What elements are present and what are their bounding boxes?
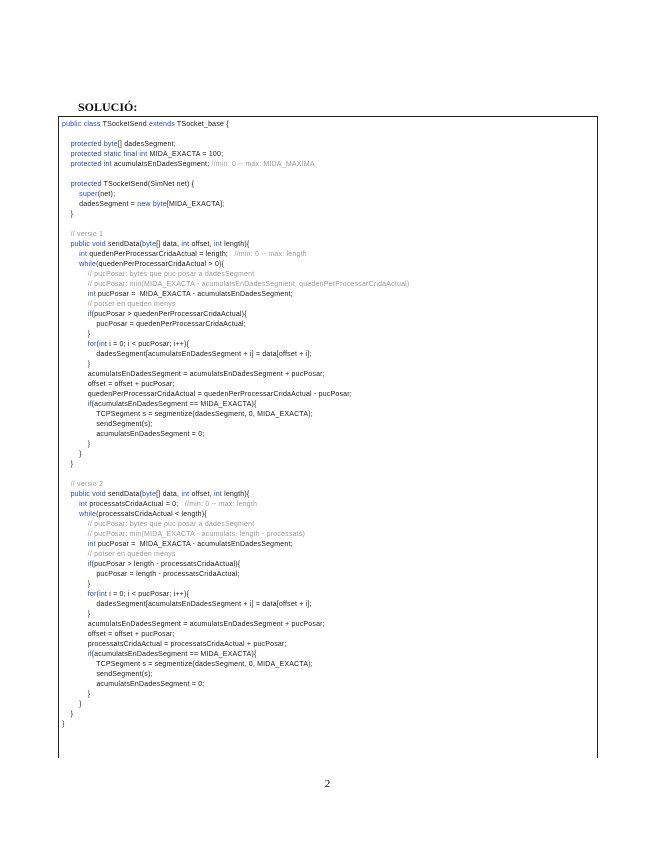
code-text: offset = offset + pucPosar; [62, 631, 175, 638]
code-text [62, 191, 79, 198]
code-text: offset, [191, 491, 214, 498]
code-keyword: super [79, 191, 98, 198]
code-text: i = 0; i < pucPosar; i++){ [109, 591, 190, 598]
code-line [62, 270, 409, 280]
code-text: pucPosar = quedenPerProcessarCridaActual; [62, 321, 246, 328]
code-comment: // versio 2 [70, 481, 104, 488]
code-line [62, 710, 409, 720]
code-keyword: while [79, 511, 97, 518]
code-line [62, 380, 409, 390]
code-listing [62, 120, 409, 730]
code-text: processatsCridaActual = processatsCridaActual + pucPosar; [62, 641, 287, 648]
code-text: } [62, 441, 91, 448]
code-text: } [62, 701, 82, 708]
code-line [62, 330, 409, 340]
code-line [62, 510, 409, 520]
code-text [62, 141, 71, 148]
code-text [62, 551, 88, 558]
code-comment: // versio 1 [70, 231, 104, 238]
code-keyword: int [181, 241, 192, 248]
code-line [62, 290, 409, 300]
code-line [62, 550, 409, 560]
code-text: TSocket_base { [176, 121, 229, 128]
code-line [62, 440, 409, 450]
code-keyword: int [79, 251, 90, 258]
code-text: acumulatsEnDadesSegment = 0; [62, 431, 205, 438]
code-text: ( [96, 341, 100, 348]
code-text: offset = offset + pucPosar; [62, 381, 175, 388]
code-text: processatsCridaActual = 0; [89, 501, 185, 508]
code-keyword: protected byte [70, 141, 118, 148]
code-text [62, 561, 88, 568]
code-line [62, 640, 409, 650]
code-line [62, 360, 409, 370]
code-line [62, 320, 409, 330]
code-line [62, 620, 409, 630]
code-text: pucPosar = MIDA_EXACTA - acumulatsEnDadesSegment; [97, 291, 293, 298]
code-comment: //min: 0 -- max: length [234, 251, 307, 258]
code-comment: // potser en queden menys [87, 551, 176, 558]
code-text: (net); [97, 191, 116, 198]
code-line [62, 370, 409, 380]
code-text: } [62, 721, 65, 728]
code-keyword: protected static final int [70, 151, 150, 158]
code-text: (quedenPerProcessarCridaActual > 0){ [96, 261, 225, 268]
code-line [62, 590, 409, 600]
code-line [62, 540, 409, 550]
solution-heading: SOLUCIÓ: [78, 100, 138, 114]
code-line [62, 220, 409, 230]
code-line [62, 700, 409, 710]
code-line [62, 610, 409, 620]
code-text: acumulatsEnDadesSegment = acumulatsEnDadesSegment + pucPosar; [62, 371, 325, 378]
code-text [62, 161, 71, 168]
code-text: [] dadesSegment; [117, 141, 176, 148]
code-keyword: public void [70, 241, 109, 248]
code-text: TSocketSend(SimNet net) { [103, 181, 195, 188]
code-line [62, 560, 409, 570]
code-keyword: int [79, 501, 90, 508]
page-number: 2 [324, 778, 331, 790]
code-line [62, 480, 409, 490]
code-line [62, 410, 409, 420]
code-line [62, 140, 409, 150]
code-line [62, 650, 409, 660]
code-keyword: int [99, 591, 110, 598]
code-keyword: int [99, 341, 110, 348]
code-comment: // pucPosar: bytes que puc posar a dadesSegment [87, 521, 255, 528]
code-text: (pucPosar > length - processatsCridaActual){ [91, 561, 241, 568]
code-text: sendSegment(s); [62, 671, 153, 678]
code-text: [] data, [156, 491, 182, 498]
code-line [62, 500, 409, 510]
code-line [62, 420, 409, 430]
code-text [62, 341, 88, 348]
code-line [62, 180, 409, 190]
code-text: } [62, 581, 91, 588]
code-keyword: if [87, 401, 92, 408]
code-text [62, 291, 88, 298]
code-keyword: new byte [137, 201, 167, 208]
code-text: (processatsCridaActual < length){ [96, 511, 207, 518]
code-keyword: public class [62, 121, 103, 128]
code-line [62, 670, 409, 680]
code-text: (acumulatsEnDadesSegment == MIDA_EXACTA){ [91, 401, 257, 408]
code-line [62, 630, 409, 640]
code-keyword: int [87, 541, 98, 548]
code-comment: // pucPosar: bytes que puc posar a dadesSegment [87, 271, 255, 278]
code-text [62, 301, 88, 308]
code-comment: //min: 0 -- max: length [184, 501, 258, 508]
code-keyword: int [213, 491, 225, 498]
code-text [62, 151, 71, 158]
code-text: dadesSegment[acumulatsEnDadesSegment + i] = data[offset + i]; [62, 601, 312, 608]
code-text: quedenPerProcessarCridaActual = quedenPerProcessarCridaActual - pucPosar; [62, 391, 352, 398]
code-keyword: int [213, 241, 225, 248]
code-line [62, 450, 409, 460]
code-text: sendSegment(s); [62, 421, 153, 428]
code-line [62, 340, 409, 350]
code-text [62, 521, 88, 528]
code-text: MIDA_EXACTA = 100; [149, 151, 224, 158]
code-line [62, 210, 409, 220]
code-comment: // pucPosar: min(MIDA_EXACTA - acumulatsEnDadesSegment, quedenPerProcessarCridaActual) [87, 281, 410, 288]
code-text [62, 511, 79, 518]
code-text [62, 231, 71, 238]
code-text [62, 241, 71, 248]
code-line [62, 580, 409, 590]
code-text [62, 261, 79, 268]
code-keyword: protected [70, 181, 104, 188]
code-text: } [62, 611, 91, 618]
code-line [62, 130, 409, 140]
code-text: quedenPerProcessarCridaActual = length; [89, 251, 235, 258]
code-keyword: int [181, 491, 192, 498]
code-text: } [62, 451, 82, 458]
code-comment: // pucPosar: min(MIDA_EXACTA - acumulats, length - processats) [87, 531, 306, 538]
code-line [62, 680, 409, 690]
code-line [62, 530, 409, 540]
code-text: TCPSegment s = segmentize(dadesSegment, 0, MIDA_EXACTA); [62, 411, 313, 418]
code-keyword: while [79, 261, 97, 268]
code-keyword: for [87, 591, 97, 598]
code-line [62, 280, 409, 290]
code-text: dadesSegment[acumulatsEnDadesSegment + i] = data[offset + i]; [62, 351, 312, 358]
code-keyword: if [87, 561, 92, 568]
code-line [62, 400, 409, 410]
code-text: TCPSegment s = segmentize(dadesSegment, 0, MIDA_EXACTA); [62, 661, 313, 668]
code-line [62, 460, 409, 470]
code-keyword: extends [148, 121, 177, 128]
code-text: length){ [224, 491, 250, 498]
code-line [62, 660, 409, 670]
code-text: } [62, 691, 91, 698]
code-text: acumulatsEnDadesSegment; [113, 161, 212, 168]
code-keyword: protected int [70, 161, 114, 168]
code-comment: // potser en queden menys [87, 301, 176, 308]
code-text: sendData( [108, 491, 143, 498]
code-line [62, 260, 409, 270]
code-keyword: byte [142, 241, 157, 248]
code-line [62, 430, 409, 440]
code-text: } [62, 331, 91, 338]
code-text: sendData( [108, 241, 143, 248]
code-line [62, 190, 409, 200]
code-line [62, 170, 409, 180]
code-text [62, 651, 88, 658]
code-text: [] data, [156, 241, 182, 248]
code-line [62, 120, 409, 130]
code-text: } [62, 361, 91, 368]
code-keyword: int [87, 291, 98, 298]
code-text: offset, [191, 241, 214, 248]
code-line [62, 570, 409, 580]
code-text: [MIDA_EXACTA]; [166, 201, 225, 208]
code-text: dadesSegment = [62, 201, 138, 208]
code-text: } [62, 211, 74, 218]
code-text: } [62, 711, 74, 718]
code-text: } [62, 461, 74, 468]
code-text [62, 271, 88, 278]
code-line [62, 240, 409, 250]
code-line [62, 230, 409, 240]
code-comment: //min: 0 -- max: MIDA_MAXIMA [211, 161, 315, 168]
code-text [62, 481, 71, 488]
code-keyword: if [87, 311, 92, 318]
code-line [62, 200, 409, 210]
code-text [62, 251, 79, 258]
code-text [62, 501, 79, 508]
code-text: (acumulatsEnDadesSegment == MIDA_EXACTA){ [91, 651, 257, 658]
code-line [62, 350, 409, 360]
code-text [62, 401, 88, 408]
code-line [62, 250, 409, 260]
code-text: acumulatsEnDadesSegment = 0; [62, 681, 205, 688]
code-text: pucPosar = length - processatsCridaActual; [62, 571, 240, 578]
code-keyword: for [87, 341, 97, 348]
code-keyword: public void [70, 491, 109, 498]
code-text: length){ [224, 241, 250, 248]
code-line [62, 470, 409, 480]
code-line [62, 720, 409, 730]
code-text: TSocketSend [102, 121, 149, 128]
code-line [62, 600, 409, 610]
code-line [62, 390, 409, 400]
code-line [62, 520, 409, 530]
code-text: pucPosar = MIDA_EXACTA - acumulatsEnDadesSegment; [97, 541, 293, 548]
code-text [62, 311, 88, 318]
code-text [62, 281, 88, 288]
code-text [62, 541, 88, 548]
code-keyword: if [87, 651, 92, 658]
code-text [62, 531, 88, 538]
code-text [62, 591, 88, 598]
code-text [62, 181, 71, 188]
code-text: acumulatsEnDadesSegment = acumulatsEnDadesSegment + pucPosar; [62, 621, 325, 628]
code-line [62, 310, 409, 320]
code-text: (pucPosar > quedenPerProcessarCridaActual){ [91, 311, 247, 318]
code-text: i = 0; i < pucPosar; i++){ [109, 341, 190, 348]
code-line [62, 490, 409, 500]
code-line [62, 690, 409, 700]
code-keyword: byte [142, 491, 157, 498]
code-text [62, 491, 71, 498]
code-text: ( [96, 591, 100, 598]
code-line [62, 160, 409, 170]
code-line [62, 150, 409, 160]
code-line [62, 300, 409, 310]
